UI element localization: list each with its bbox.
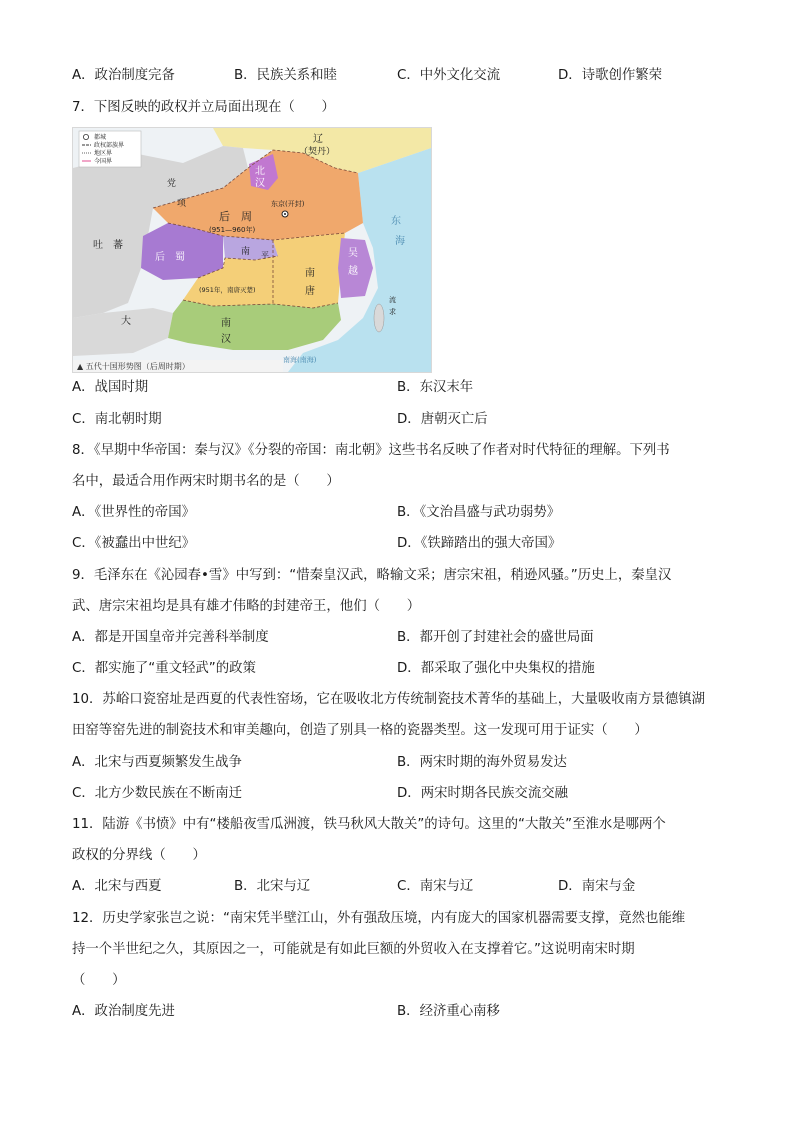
q11-stem-line-2: 政权的分界线（ ）	[72, 848, 206, 863]
q10-option-b: B．两宋时期的海外贸易发达	[397, 755, 567, 770]
label-houshu: 后 蜀	[155, 252, 185, 263]
q9-stem-line-1: 9．毛泽东在《沁园春•雪》中写到：“惜秦皇汉武，略输文采；唐宗宋祖，稍逊风骚。”历史上，秦皇汉	[72, 568, 672, 583]
label-houzhou: 后 周	[219, 210, 252, 223]
q8-option-b: B．《文治昌盛与武功弱势》	[397, 505, 561, 520]
q10-stem-line-2: 田窑等窑先进的制瓷技术和审美趣向，创造了别具一格的瓷器类型。这一发现可用于证实（ ）	[72, 723, 648, 738]
q7-stem: 7．下图反映的政权并立局面出现在（ ）	[72, 100, 335, 115]
q7-option-c: C．南北朝时期	[72, 412, 162, 427]
q8-stem-line-1: 8．《早期中华帝国：秦与汉》《分裂的帝国：南北朝》这些书名反映了作者对时代特征的理解。下列书	[72, 443, 670, 458]
label-river-2: 求	[389, 308, 396, 316]
label-jingnan: 南	[241, 247, 251, 257]
map-island	[374, 304, 384, 332]
label-dali: 大	[121, 316, 131, 327]
q11-option-b: B．北宋与辽	[234, 879, 311, 894]
label-donghai-2: 海	[395, 236, 405, 247]
q12-stem-line-2: 持一个半世纪之久，其原因之一，可能就是有如此巨额的外贸收入在支撑着它。”这说明南宋时期	[72, 942, 635, 957]
q7-option-b: B．东汉末年	[397, 380, 474, 395]
q8-stem-line-2: 名中，最适合用作两宋时期书名的是（ ）	[72, 474, 340, 489]
label-chu-note: (951年，南唐灭楚)	[199, 286, 256, 294]
q9-option-d: D．都采取了强化中央集权的措施	[397, 661, 595, 676]
label-river-1: 流	[389, 296, 396, 304]
q10-option-a: A．北宋与西夏频繁发生战争	[72, 755, 242, 770]
label-nanhan-2: 汉	[221, 334, 231, 345]
q6-option-d: D．诗歌创作繁荣	[558, 68, 663, 83]
q10-option-c: C．北方少数民族在不断南迁	[72, 786, 243, 801]
label-nanhan-1: 南	[221, 318, 231, 329]
q9-option-b: B．都开创了封建社会的盛世局面	[397, 630, 594, 645]
label-tubo: 吐 蕃	[93, 240, 123, 251]
q11-option-d: D．南宋与金	[558, 879, 636, 894]
q11-option-a: A．北宋与西夏	[72, 879, 162, 894]
q10-option-d: D．两宋时期各民族交流交融	[397, 786, 568, 801]
label-yue: 越	[348, 266, 358, 277]
label-liao: 辽	[313, 134, 323, 145]
q12-option-b: B．经济重心南移	[397, 1004, 500, 1019]
q12-stem-line-3: （ ）	[72, 973, 126, 988]
legend-capital: 都城	[94, 134, 107, 141]
label-nantang-1: 南	[305, 268, 315, 279]
q9-stem-line-2: 武、唐宗宋祖均是具有雄才伟略的封建帝王，他们（ ）	[72, 599, 421, 614]
label-houzhou-years: (951—960年)	[209, 226, 256, 234]
label-beihan-2: 汉	[255, 178, 265, 189]
q11-stem-line-1: 11．陆游《书愤》中有“楼船夜雪瓜洲渡，铁马秋风大散关”的诗句。这里的“大散关”至淮水是哪两个	[72, 817, 666, 832]
label-dangxiang-1: 党	[167, 179, 177, 189]
legend-regime-border: 政权部族界	[94, 142, 125, 149]
q12-stem-line-1: 12．历史学家张岂之说：“南宋凭半壁江山，外有强敌压境，内有庞大的国家机器需要支撑，竟然也能维	[72, 911, 686, 926]
five-dynasties-map	[72, 127, 432, 373]
label-dongjing: 东京(开封)	[271, 200, 305, 208]
q6-option-c: C．中外文化交流	[397, 68, 501, 83]
q6-option-b: B．民族关系和睦	[234, 68, 337, 83]
q8-option-d: D．《铁蹄踏出的强大帝国》	[397, 536, 562, 551]
q11-option-c: C．南宋与辽	[397, 879, 474, 894]
q6-option-a: A．政治制度完备	[72, 68, 175, 83]
legend-region-border: 地区界	[94, 150, 113, 157]
q8-option-c: C．《被蠢出中世纪》	[72, 536, 196, 551]
q9-option-a: A．都是开国皇帝并完善科举制度	[72, 630, 269, 645]
legend-modern-border: 今国界	[94, 158, 113, 165]
q9-option-c: C．都实施了“重文轻武”的政策	[72, 661, 256, 676]
q8-option-a: A．《世界性的帝国》	[72, 505, 195, 520]
q7-option-d: D．唐朝灭亡后	[397, 412, 488, 427]
q10-stem-line-1: 10．苏峪口瓷窑址是西夏的代表性窑场，它在吸收北方传统制瓷技术菁华的基础上，大量吸收南方景德镇湖	[72, 692, 706, 707]
q7-option-a: A．战国时期	[72, 380, 149, 395]
label-dangxiang-2: 项	[177, 199, 187, 209]
label-nanping: 平	[261, 251, 269, 260]
label-liao-sub: （契丹）	[299, 147, 336, 157]
label-donghai-1: 东	[391, 216, 401, 227]
label-beihan-1: 北	[255, 166, 265, 177]
label-nantang-2: 唐	[305, 286, 315, 297]
label-nanhai: 南海(南海)	[283, 356, 317, 364]
q12-option-a: A．政治制度先进	[72, 1004, 175, 1019]
label-wu: 吴	[348, 248, 358, 259]
map-caption: ▲ 五代十国形势图（后周时期）	[77, 362, 190, 371]
